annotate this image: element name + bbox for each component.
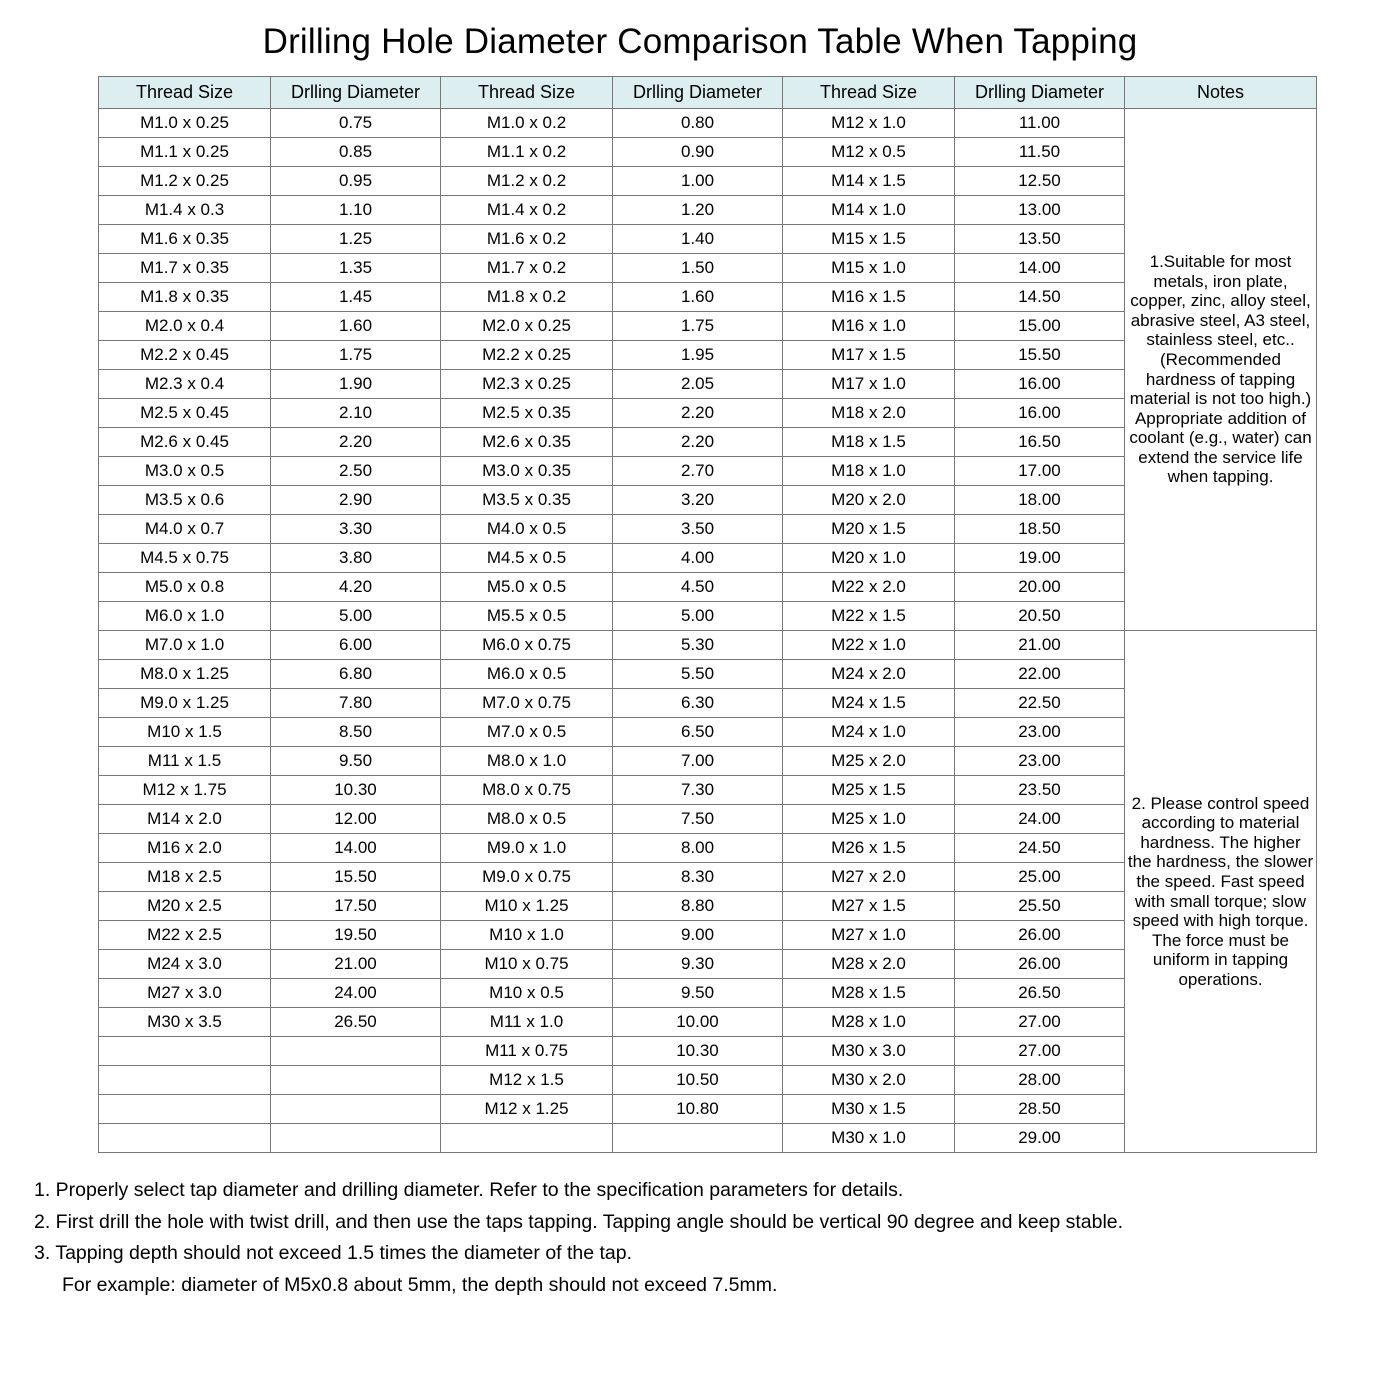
table-cell-thread-size: M4.0 x 0.7 xyxy=(99,515,271,544)
table-cell-thread-size: M12 x 1.0 xyxy=(783,109,955,138)
table-cell-empty xyxy=(441,1124,613,1153)
table-cell-drilling-diameter: 23.50 xyxy=(955,776,1125,805)
table-cell-drilling-diameter: 2.05 xyxy=(613,370,783,399)
table-cell-drilling-diameter: 18.00 xyxy=(955,486,1125,515)
table-cell-drilling-diameter: 20.00 xyxy=(955,573,1125,602)
table-cell-drilling-diameter: 25.00 xyxy=(955,863,1125,892)
table-cell-drilling-diameter: 2.20 xyxy=(613,428,783,457)
table-cell-thread-size: M2.6 x 0.45 xyxy=(99,428,271,457)
table-container xyxy=(0,76,1400,1153)
table-cell-drilling-diameter: 0.95 xyxy=(271,167,441,196)
table-cell-thread-size: M30 x 2.0 xyxy=(783,1066,955,1095)
table-cell-drilling-diameter: 0.90 xyxy=(613,138,783,167)
table-cell-thread-size: M10 x 1.25 xyxy=(441,892,613,921)
table-row xyxy=(99,631,1317,660)
table-cell-drilling-diameter: 8.00 xyxy=(613,834,783,863)
table-cell-thread-size: M2.0 x 0.25 xyxy=(441,312,613,341)
table-cell-drilling-diameter: 25.50 xyxy=(955,892,1125,921)
table-cell-empty xyxy=(99,1066,271,1095)
table-cell-thread-size: M22 x 2.0 xyxy=(783,573,955,602)
header-thread-size-3: Thread Size xyxy=(783,77,955,109)
table-cell-thread-size: M20 x 1.5 xyxy=(783,515,955,544)
table-cell-drilling-diameter: 8.80 xyxy=(613,892,783,921)
table-cell-thread-size: M5.0 x 0.5 xyxy=(441,573,613,602)
table-cell-thread-size: M10 x 1.0 xyxy=(441,921,613,950)
notes-cell-2: 2. Please control speed according to material hardness. The higher the hardness, the slower the speed. Fast speed with small torque; slow speed with high torque. The force must be uniform in tapping operations. xyxy=(1125,631,1317,1153)
table-cell-thread-size: M3.0 x 0.35 xyxy=(441,457,613,486)
table-cell-thread-size: M18 x 1.5 xyxy=(783,428,955,457)
table-cell-thread-size: M1.7 x 0.35 xyxy=(99,254,271,283)
table-cell-drilling-diameter: 9.50 xyxy=(613,979,783,1008)
table-cell-drilling-diameter: 23.00 xyxy=(955,718,1125,747)
table-cell-drilling-diameter: 3.80 xyxy=(271,544,441,573)
table-cell-thread-size: M3.5 x 0.6 xyxy=(99,486,271,515)
table-cell-drilling-diameter: 8.50 xyxy=(271,718,441,747)
table-cell-drilling-diameter: 11.00 xyxy=(955,109,1125,138)
table-cell-thread-size: M1.6 x 0.2 xyxy=(441,225,613,254)
table-cell-drilling-diameter: 5.50 xyxy=(613,660,783,689)
table-cell-drilling-diameter: 4.00 xyxy=(613,544,783,573)
table-cell-thread-size: M11 x 1.0 xyxy=(441,1008,613,1037)
table-cell-drilling-diameter: 9.00 xyxy=(613,921,783,950)
table-cell-drilling-diameter: 2.20 xyxy=(613,399,783,428)
table-cell-drilling-diameter: 2.20 xyxy=(271,428,441,457)
notes-cell-1: 1.Suitable for most metals, iron plate, copper, zinc, alloy steel, abrasive steel, A3 steel, stainless steel, etc..(Recommended hardness of tapping material is not too high.) Appropriate addition of coolant (e.g., water) can extend the service life when tapping. xyxy=(1125,109,1317,631)
table-cell-thread-size: M16 x 1.5 xyxy=(783,283,955,312)
table-cell-drilling-diameter: 21.00 xyxy=(271,950,441,979)
table-cell-drilling-diameter: 26.00 xyxy=(955,950,1125,979)
table-cell-drilling-diameter: 16.00 xyxy=(955,370,1125,399)
table-cell-empty xyxy=(613,1124,783,1153)
table-cell-thread-size: M1.8 x 0.35 xyxy=(99,283,271,312)
table-cell-drilling-diameter: 24.00 xyxy=(271,979,441,1008)
table-cell-drilling-diameter: 7.50 xyxy=(613,805,783,834)
table-cell-drilling-diameter: 1.25 xyxy=(271,225,441,254)
table-cell-thread-size: M27 x 3.0 xyxy=(99,979,271,1008)
table-cell-empty xyxy=(271,1095,441,1124)
table-row xyxy=(99,109,1317,138)
table-cell-thread-size: M17 x 1.5 xyxy=(783,341,955,370)
table-cell-thread-size: M18 x 2.0 xyxy=(783,399,955,428)
table-cell-thread-size: M22 x 2.5 xyxy=(99,921,271,950)
table-cell-drilling-diameter: 1.95 xyxy=(613,341,783,370)
table-cell-drilling-diameter: 24.50 xyxy=(955,834,1125,863)
table-cell-drilling-diameter: 6.80 xyxy=(271,660,441,689)
table-cell-drilling-diameter: 8.30 xyxy=(613,863,783,892)
table-cell-thread-size: M6.0 x 0.75 xyxy=(441,631,613,660)
table-cell-thread-size: M27 x 2.0 xyxy=(783,863,955,892)
table-cell-thread-size: M18 x 2.5 xyxy=(99,863,271,892)
table-cell-drilling-diameter: 1.75 xyxy=(613,312,783,341)
table-cell-thread-size: M15 x 1.0 xyxy=(783,254,955,283)
table-cell-drilling-diameter: 19.50 xyxy=(271,921,441,950)
header-notes: Notes xyxy=(1125,77,1317,109)
table-cell-thread-size: M27 x 1.5 xyxy=(783,892,955,921)
table-cell-thread-size: M2.2 x 0.25 xyxy=(441,341,613,370)
table-cell-drilling-diameter: 7.80 xyxy=(271,689,441,718)
drilling-diameter-table xyxy=(98,76,1317,1153)
header-drilling-diameter-2: Drlling Diameter xyxy=(613,77,783,109)
table-cell-drilling-diameter: 3.30 xyxy=(271,515,441,544)
table-cell-drilling-diameter: 2.90 xyxy=(271,486,441,515)
table-cell-thread-size: M27 x 1.0 xyxy=(783,921,955,950)
table-cell-drilling-diameter: 10.80 xyxy=(613,1095,783,1124)
table-cell-thread-size: M12 x 1.5 xyxy=(441,1066,613,1095)
table-cell-drilling-diameter: 14.50 xyxy=(955,283,1125,312)
table-cell-drilling-diameter: 1.50 xyxy=(613,254,783,283)
table-cell-drilling-diameter: 1.20 xyxy=(613,196,783,225)
table-cell-thread-size: M2.5 x 0.35 xyxy=(441,399,613,428)
table-cell-drilling-diameter: 15.50 xyxy=(271,863,441,892)
table-cell-thread-size: M1.4 x 0.3 xyxy=(99,196,271,225)
table-cell-thread-size: M6.0 x 1.0 xyxy=(99,602,271,631)
table-cell-drilling-diameter: 26.50 xyxy=(955,979,1125,1008)
table-cell-thread-size: M4.5 x 0.5 xyxy=(441,544,613,573)
table-cell-thread-size: M1.8 x 0.2 xyxy=(441,283,613,312)
table-cell-thread-size: M11 x 1.5 xyxy=(99,747,271,776)
table-cell-drilling-diameter: 5.00 xyxy=(271,602,441,631)
table-cell-thread-size: M22 x 1.0 xyxy=(783,631,955,660)
table-cell-drilling-diameter: 13.00 xyxy=(955,196,1125,225)
header-thread-size-1: Thread Size xyxy=(99,77,271,109)
table-cell-thread-size: M28 x 1.0 xyxy=(783,1008,955,1037)
table-cell-drilling-diameter: 6.50 xyxy=(613,718,783,747)
table-cell-thread-size: M16 x 1.0 xyxy=(783,312,955,341)
table-cell-thread-size: M2.5 x 0.45 xyxy=(99,399,271,428)
table-cell-drilling-diameter: 29.00 xyxy=(955,1124,1125,1153)
table-cell-thread-size: M18 x 1.0 xyxy=(783,457,955,486)
table-cell-drilling-diameter: 23.00 xyxy=(955,747,1125,776)
table-cell-drilling-diameter: 7.30 xyxy=(613,776,783,805)
table-cell-thread-size: M7.0 x 0.75 xyxy=(441,689,613,718)
footer-line-2: 2. First drill the hole with twist drill, and then use the taps tapping. Tapping angle should be vertical 90 degree and keep stable. xyxy=(34,1210,1124,1233)
table-cell-thread-size: M24 x 3.0 xyxy=(99,950,271,979)
table-cell-thread-size: M1.7 x 0.2 xyxy=(441,254,613,283)
table-cell-drilling-diameter: 7.00 xyxy=(613,747,783,776)
table-cell-drilling-diameter: 15.50 xyxy=(955,341,1125,370)
table-cell-empty xyxy=(271,1124,441,1153)
table-cell-drilling-diameter: 1.75 xyxy=(271,341,441,370)
header-drilling-diameter-3: Drlling Diameter xyxy=(955,77,1125,109)
table-cell-drilling-diameter: 19.00 xyxy=(955,544,1125,573)
table-cell-drilling-diameter: 2.10 xyxy=(271,399,441,428)
table-cell-drilling-diameter: 28.50 xyxy=(955,1095,1125,1124)
table-cell-drilling-diameter: 15.00 xyxy=(955,312,1125,341)
table-cell-thread-size: M7.0 x 1.0 xyxy=(99,631,271,660)
table-cell-thread-size: M20 x 1.0 xyxy=(783,544,955,573)
table-cell-drilling-diameter: 27.00 xyxy=(955,1008,1125,1037)
table-cell-thread-size: M17 x 1.0 xyxy=(783,370,955,399)
footer-line-1: 1. Properly select tap diameter and drilling diameter. Refer to the specification parameters for details. xyxy=(34,1179,904,1201)
table-cell-drilling-diameter: 3.50 xyxy=(613,515,783,544)
table-body xyxy=(99,109,1317,1153)
table-cell-thread-size: M9.0 x 0.75 xyxy=(441,863,613,892)
table-cell-drilling-diameter: 1.45 xyxy=(271,283,441,312)
table-cell-drilling-diameter: 1.90 xyxy=(271,370,441,399)
table-cell-drilling-diameter: 1.10 xyxy=(271,196,441,225)
footer-notes xyxy=(0,1153,1400,1301)
table-cell-thread-size: M1.0 x 0.25 xyxy=(99,109,271,138)
table-cell-thread-size: M30 x 3.5 xyxy=(99,1008,271,1037)
table-cell-thread-size: M14 x 2.0 xyxy=(99,805,271,834)
table-cell-drilling-diameter: 2.70 xyxy=(613,457,783,486)
table-cell-thread-size: M1.1 x 0.2 xyxy=(441,138,613,167)
table-cell-thread-size: M8.0 x 1.25 xyxy=(99,660,271,689)
table-cell-thread-size: M28 x 2.0 xyxy=(783,950,955,979)
table-cell-thread-size: M12 x 1.25 xyxy=(441,1095,613,1124)
table-cell-drilling-diameter: 10.50 xyxy=(613,1066,783,1095)
table-cell-drilling-diameter: 22.50 xyxy=(955,689,1125,718)
table-cell-thread-size: M10 x 1.5 xyxy=(99,718,271,747)
footer-line-3: 3. Tapping depth should not exceed 1.5 times the diameter of the tap. xyxy=(34,1242,633,1265)
table-cell-drilling-diameter: 1.60 xyxy=(613,283,783,312)
table-cell-thread-size: M3.5 x 0.35 xyxy=(441,486,613,515)
table-cell-thread-size: M25 x 1.0 xyxy=(783,805,955,834)
table-cell-drilling-diameter: 11.50 xyxy=(955,138,1125,167)
table-cell-thread-size: M2.3 x 0.4 xyxy=(99,370,271,399)
table-cell-thread-size: M30 x 1.5 xyxy=(783,1095,955,1124)
table-cell-thread-size: M1.2 x 0.2 xyxy=(441,167,613,196)
table-cell-thread-size: M4.5 x 0.75 xyxy=(99,544,271,573)
table-cell-thread-size: M24 x 1.0 xyxy=(783,718,955,747)
table-cell-thread-size: M12 x 0.5 xyxy=(783,138,955,167)
table-cell-thread-size: M16 x 2.0 xyxy=(99,834,271,863)
table-cell-drilling-diameter: 2.50 xyxy=(271,457,441,486)
table-cell-thread-size: M15 x 1.5 xyxy=(783,225,955,254)
table-cell-drilling-diameter: 6.30 xyxy=(613,689,783,718)
table-cell-drilling-diameter: 27.00 xyxy=(955,1037,1125,1066)
table-cell-drilling-diameter: 28.00 xyxy=(955,1066,1125,1095)
table-cell-drilling-diameter: 4.50 xyxy=(613,573,783,602)
table-cell-thread-size: M30 x 1.0 xyxy=(783,1124,955,1153)
table-cell-thread-size: M1.4 x 0.2 xyxy=(441,196,613,225)
table-cell-thread-size: M11 x 0.75 xyxy=(441,1037,613,1066)
table-header xyxy=(99,77,1317,109)
table-cell-drilling-diameter: 26.00 xyxy=(955,921,1125,950)
table-cell-drilling-diameter: 26.50 xyxy=(271,1008,441,1037)
table-cell-thread-size: M24 x 2.0 xyxy=(783,660,955,689)
table-cell-thread-size: M2.6 x 0.35 xyxy=(441,428,613,457)
table-cell-thread-size: M8.0 x 0.75 xyxy=(441,776,613,805)
table-cell-thread-size: M7.0 x 0.5 xyxy=(441,718,613,747)
header-row xyxy=(99,77,1317,109)
footer-line-4: For example: diameter of M5x0.8 about 5mm, the depth should not exceed 7.5mm. xyxy=(62,1273,778,1296)
table-cell-thread-size: M10 x 0.5 xyxy=(441,979,613,1008)
table-cell-thread-size: M20 x 2.5 xyxy=(99,892,271,921)
table-cell-drilling-diameter: 22.00 xyxy=(955,660,1125,689)
table-cell-drilling-diameter: 0.75 xyxy=(271,109,441,138)
table-cell-drilling-diameter: 1.00 xyxy=(613,167,783,196)
table-cell-drilling-diameter: 4.20 xyxy=(271,573,441,602)
table-cell-drilling-diameter: 16.50 xyxy=(955,428,1125,457)
table-cell-drilling-diameter: 12.00 xyxy=(271,805,441,834)
table-cell-thread-size: M5.5 x 0.5 xyxy=(441,602,613,631)
table-cell-thread-size: M9.0 x 1.0 xyxy=(441,834,613,863)
table-cell-drilling-diameter: 14.00 xyxy=(271,834,441,863)
table-cell-empty xyxy=(99,1037,271,1066)
table-cell-thread-size: M9.0 x 1.25 xyxy=(99,689,271,718)
table-cell-drilling-diameter: 5.00 xyxy=(613,602,783,631)
table-cell-thread-size: M2.3 x 0.25 xyxy=(441,370,613,399)
table-cell-drilling-diameter: 0.85 xyxy=(271,138,441,167)
table-cell-drilling-diameter: 1.40 xyxy=(613,225,783,254)
table-cell-drilling-diameter: 10.30 xyxy=(271,776,441,805)
page-title: Drilling Hole Diameter Comparison Table When Tapping xyxy=(262,22,1138,61)
table-cell-drilling-diameter: 1.60 xyxy=(271,312,441,341)
table-cell-thread-size: M14 x 1.5 xyxy=(783,167,955,196)
table-cell-drilling-diameter: 21.00 xyxy=(955,631,1125,660)
table-cell-empty xyxy=(99,1124,271,1153)
table-cell-drilling-diameter: 10.00 xyxy=(613,1008,783,1037)
table-cell-drilling-diameter: 16.00 xyxy=(955,399,1125,428)
table-cell-thread-size: M3.0 x 0.5 xyxy=(99,457,271,486)
table-cell-thread-size: M10 x 0.75 xyxy=(441,950,613,979)
table-cell-thread-size: M2.2 x 0.45 xyxy=(99,341,271,370)
table-cell-drilling-diameter: 13.50 xyxy=(955,225,1125,254)
table-cell-thread-size: M8.0 x 1.0 xyxy=(441,747,613,776)
header-drilling-diameter-1: Drlling Diameter xyxy=(271,77,441,109)
table-cell-thread-size: M1.0 x 0.2 xyxy=(441,109,613,138)
table-cell-drilling-diameter: 14.00 xyxy=(955,254,1125,283)
table-cell-drilling-diameter: 9.50 xyxy=(271,747,441,776)
table-cell-thread-size: M5.0 x 0.8 xyxy=(99,573,271,602)
table-cell-empty xyxy=(271,1066,441,1095)
table-cell-thread-size: M20 x 2.0 xyxy=(783,486,955,515)
table-cell-thread-size: M4.0 x 0.5 xyxy=(441,515,613,544)
table-cell-drilling-diameter: 3.20 xyxy=(613,486,783,515)
table-cell-drilling-diameter: 6.00 xyxy=(271,631,441,660)
table-cell-drilling-diameter: 24.00 xyxy=(955,805,1125,834)
table-cell-thread-size: M14 x 1.0 xyxy=(783,196,955,225)
table-cell-thread-size: M26 x 1.5 xyxy=(783,834,955,863)
table-cell-thread-size: M22 x 1.5 xyxy=(783,602,955,631)
table-cell-thread-size: M25 x 1.5 xyxy=(783,776,955,805)
table-cell-thread-size: M2.0 x 0.4 xyxy=(99,312,271,341)
header-thread-size-2: Thread Size xyxy=(441,77,613,109)
table-cell-drilling-diameter: 5.30 xyxy=(613,631,783,660)
table-cell-thread-size: M8.0 x 0.5 xyxy=(441,805,613,834)
table-cell-drilling-diameter: 0.80 xyxy=(613,109,783,138)
table-cell-drilling-diameter: 12.50 xyxy=(955,167,1125,196)
table-cell-thread-size: M28 x 1.5 xyxy=(783,979,955,1008)
table-cell-drilling-diameter: 18.50 xyxy=(955,515,1125,544)
table-cell-thread-size: M1.2 x 0.25 xyxy=(99,167,271,196)
table-cell-drilling-diameter: 10.30 xyxy=(613,1037,783,1066)
table-cell-drilling-diameter: 17.50 xyxy=(271,892,441,921)
table-cell-empty xyxy=(271,1037,441,1066)
table-cell-thread-size: M1.1 x 0.25 xyxy=(99,138,271,167)
table-cell-empty xyxy=(99,1095,271,1124)
table-cell-thread-size: M24 x 1.5 xyxy=(783,689,955,718)
table-cell-drilling-diameter: 1.35 xyxy=(271,254,441,283)
table-cell-thread-size: M12 x 1.75 xyxy=(99,776,271,805)
table-cell-drilling-diameter: 17.00 xyxy=(955,457,1125,486)
table-cell-thread-size: M25 x 2.0 xyxy=(783,747,955,776)
table-cell-drilling-diameter: 20.50 xyxy=(955,602,1125,631)
table-cell-thread-size: M1.6 x 0.35 xyxy=(99,225,271,254)
table-cell-thread-size: M30 x 3.0 xyxy=(783,1037,955,1066)
table-cell-drilling-diameter: 9.30 xyxy=(613,950,783,979)
table-cell-thread-size: M6.0 x 0.5 xyxy=(441,660,613,689)
